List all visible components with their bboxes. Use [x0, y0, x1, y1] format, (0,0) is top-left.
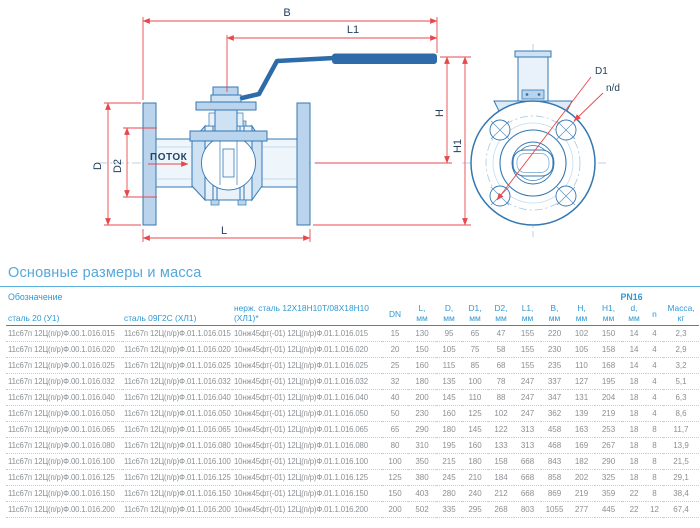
- cell-L1: 313: [514, 438, 541, 454]
- cell-stainless: 10нж45фт(-01) 12Ц(п/р)Ф.01.1.016.125: [232, 470, 382, 486]
- cell-D: 95: [436, 326, 462, 342]
- cell-mass: 3,2: [663, 358, 699, 374]
- title-divider: [0, 286, 700, 287]
- cell-D1: 85: [462, 358, 488, 374]
- cell-steel09g2s: 11с67п 12Ц(п/р)Ф.01.1.016.040: [122, 390, 232, 406]
- cell-L: 150: [408, 342, 436, 358]
- cell-H: 163: [568, 422, 595, 438]
- cell-dn: 150: [382, 486, 408, 502]
- cell-n: 4: [646, 390, 663, 406]
- cell-steel09g2s: 11с67п 12Ц(п/р)Ф.01.1.016.032: [122, 374, 232, 390]
- table-row: [6, 486, 699, 502]
- cell-L1: 313: [514, 422, 541, 438]
- col-header-stainless: нерж. сталь 12Х18Н10Т/08Х18Н10 (ХЛ1)*: [232, 304, 382, 326]
- cell-stainless: 10нж45фт(-01) 12Ц(п/р)Ф.01.1.016.040: [232, 390, 382, 406]
- table-row: [6, 326, 699, 342]
- table-row: [6, 358, 699, 374]
- cell-B: 235: [541, 358, 568, 374]
- dimension-leader-nd: [574, 93, 603, 121]
- cell-H1: 150: [595, 326, 622, 342]
- table-row: [6, 422, 699, 438]
- cell-D1: 110: [462, 390, 488, 406]
- cell-H: 202: [568, 470, 595, 486]
- cell-H: 105: [568, 342, 595, 358]
- cell-D: 180: [436, 422, 462, 438]
- cell-D2: 212: [488, 486, 514, 502]
- cell-L: 310: [408, 438, 436, 454]
- cell-D: 215: [436, 454, 462, 470]
- cell-D: 280: [436, 486, 462, 502]
- cell-stainless: 10нж45фт(-01) 12Ц(п/р)Ф.01.1.016.020: [232, 342, 382, 358]
- cell-D1: 160: [462, 438, 488, 454]
- cell-L1: 155: [514, 342, 541, 358]
- cell-L: 160: [408, 358, 436, 374]
- dim-label-d1: D1: [595, 66, 608, 77]
- table-column-header-row: [6, 304, 699, 326]
- table-row: [6, 454, 699, 470]
- cell-d: 18: [622, 390, 646, 406]
- port: [513, 150, 553, 176]
- cell-d: 18: [622, 374, 646, 390]
- cell-D: 335: [436, 502, 462, 518]
- cell-D2: 68: [488, 358, 514, 374]
- cell-steel20: 11с67п 12Ц(п/р)Ф.00.1.016.020: [6, 342, 122, 358]
- cell-stainless: 10нж45фт(-01) 12Ц(п/р)Ф.01.1.016.050: [232, 406, 382, 422]
- cell-steel20: 11с67п 12Ц(п/р)Ф.00.1.016.032: [6, 374, 122, 390]
- table-row: [6, 438, 699, 454]
- left-pipe: [156, 139, 192, 187]
- cell-n: 4: [646, 374, 663, 390]
- cell-H: 110: [568, 358, 595, 374]
- cell-n: 4: [646, 342, 663, 358]
- cell-H1: 204: [595, 390, 622, 406]
- cell-B: 230: [541, 342, 568, 358]
- cell-dn: 50: [382, 406, 408, 422]
- cell-mass: 5,1: [663, 374, 699, 390]
- cell-n: 8: [646, 422, 663, 438]
- right-pipe: [262, 139, 297, 187]
- cell-L1: 247: [514, 390, 541, 406]
- cell-d: 18: [622, 422, 646, 438]
- cell-d: 22: [622, 502, 646, 518]
- cell-D2: 58: [488, 342, 514, 358]
- cell-stainless: 10нж45фт(-01) 12Ц(п/р)Ф.01.1.016.015: [232, 326, 382, 342]
- cell-dn: 20: [382, 342, 408, 358]
- cell-B: 468: [541, 438, 568, 454]
- cell-steel20: 11с67п 12Ц(п/р)Ф.00.1.016.080: [6, 438, 122, 454]
- cell-D: 195: [436, 438, 462, 454]
- col-header-l: L, мм: [408, 304, 436, 326]
- valve-side-view: [143, 54, 437, 226]
- cell-D: 135: [436, 374, 462, 390]
- cell-mass: 6,3: [663, 390, 699, 406]
- cell-L1: 668: [514, 486, 541, 502]
- cell-D1: 75: [462, 342, 488, 358]
- col-header-dd: d, мм: [622, 304, 646, 326]
- cell-mass: 2,9: [663, 342, 699, 358]
- cell-dn: 25: [382, 358, 408, 374]
- cell-steel09g2s: 11с67п 12Ц(п/р)Ф.01.1.016.025: [122, 358, 232, 374]
- cell-L1: 668: [514, 470, 541, 486]
- cell-dn: 40: [382, 390, 408, 406]
- section-title: Основные размеры и масса: [8, 265, 202, 281]
- cell-n: 8: [646, 470, 663, 486]
- cell-steel09g2s: 11с67п 12Ц(п/р)Ф.01.1.016.150: [122, 486, 232, 502]
- cell-mass: 13,9: [663, 438, 699, 454]
- cell-D: 245: [436, 470, 462, 486]
- cell-L1: 247: [514, 406, 541, 422]
- cell-B: 1055: [541, 502, 568, 518]
- cell-steel20: 11с67п 12Ц(п/р)Ф.00.1.016.050: [6, 406, 122, 422]
- dim-label-b: B: [283, 7, 291, 19]
- cell-L: 180: [408, 374, 436, 390]
- cell-steel20: 11с67п 12Ц(п/р)Ф.00.1.016.150: [6, 486, 122, 502]
- col-header-dn: DN: [382, 304, 408, 326]
- cell-stainless: 10нж45фт(-01) 12Ц(п/р)Ф.01.1.016.032: [232, 374, 382, 390]
- cell-stainless: 10нж45фт(-01) 12Ц(п/р)Ф.01.1.016.150: [232, 486, 382, 502]
- cell-D: 115: [436, 358, 462, 374]
- cell-H: 127: [568, 374, 595, 390]
- cell-steel20: 11с67п 12Ц(п/р)Ф.00.1.016.065: [6, 422, 122, 438]
- col-header-h1: H1, мм: [595, 304, 622, 326]
- cell-H1: 445: [595, 502, 622, 518]
- col-header-mass: Масса, кг: [663, 304, 699, 326]
- table-row: [6, 374, 699, 390]
- dim-label-l1: L1: [346, 24, 360, 36]
- cell-stainless: 10нж45фт(-01) 12Ц(п/р)Ф.01.1.016.100: [232, 454, 382, 470]
- cell-stainless: 10нж45фт(-01) 12Ц(п/р)Ф.01.1.016.080: [232, 438, 382, 454]
- cell-D1: 210: [462, 470, 488, 486]
- cell-L: 290: [408, 422, 436, 438]
- cell-dn: 32: [382, 374, 408, 390]
- cell-mass: 21,5: [663, 454, 699, 470]
- cell-D1: 65: [462, 326, 488, 342]
- dim-label-l: L: [220, 225, 228, 237]
- cell-mass: 2,3: [663, 326, 699, 342]
- cell-D2: 122: [488, 422, 514, 438]
- cell-dn: 100: [382, 454, 408, 470]
- cell-L1: 155: [514, 358, 541, 374]
- cell-d: 18: [622, 438, 646, 454]
- col-header-h: H, мм: [568, 304, 595, 326]
- cell-L1: 155: [514, 326, 541, 342]
- cell-H: 277: [568, 502, 595, 518]
- cell-D2: 133: [488, 438, 514, 454]
- col-header-n: n: [646, 304, 663, 326]
- cell-steel09g2s: 11с67п 12Ц(п/р)Ф.01.1.016.080: [122, 438, 232, 454]
- cell-B: 869: [541, 486, 568, 502]
- cell-mass: 29,1: [663, 470, 699, 486]
- col-header-d2: D2, мм: [488, 304, 514, 326]
- table-row: [6, 502, 699, 518]
- cell-steel09g2s: 11с67п 12Ц(п/р)Ф.01.1.016.020: [122, 342, 232, 358]
- cell-n: 4: [646, 406, 663, 422]
- cell-H1: 195: [595, 374, 622, 390]
- designation-group-header: Обозначение: [8, 292, 63, 302]
- col-header-l1: L1, мм: [514, 304, 541, 326]
- cell-steel20: 11с67п 12Ц(п/р)Ф.00.1.016.015: [6, 326, 122, 342]
- col-header-d: D, мм: [436, 304, 462, 326]
- cell-D1: 295: [462, 502, 488, 518]
- cell-dn: 80: [382, 438, 408, 454]
- cell-n: 4: [646, 358, 663, 374]
- cell-B: 858: [541, 470, 568, 486]
- cell-H1: 267: [595, 438, 622, 454]
- cell-L: 130: [408, 326, 436, 342]
- cell-H: 102: [568, 326, 595, 342]
- cell-d: 14: [622, 342, 646, 358]
- cell-mass: 8,6: [663, 406, 699, 422]
- cell-mass: 67,4: [663, 502, 699, 518]
- cell-D2: 268: [488, 502, 514, 518]
- ball-bore: [223, 149, 234, 177]
- cell-H: 182: [568, 454, 595, 470]
- cell-mass: 11,7: [663, 422, 699, 438]
- dim-label-d2: D2: [112, 158, 124, 174]
- cell-n: 8: [646, 454, 663, 470]
- col-header-steel09g2s: сталь 09Г2С (ХЛ1): [122, 304, 232, 326]
- table-row: [6, 470, 699, 486]
- cell-D1: 100: [462, 374, 488, 390]
- cell-D: 105: [436, 342, 462, 358]
- cell-H: 131: [568, 390, 595, 406]
- cell-H: 169: [568, 438, 595, 454]
- cell-mass: 38,4: [663, 486, 699, 502]
- cell-H1: 219: [595, 406, 622, 422]
- cell-steel09g2s: 11с67п 12Ц(п/р)Ф.01.1.016.200: [122, 502, 232, 518]
- cell-B: 220: [541, 326, 568, 342]
- cell-n: 8: [646, 486, 663, 502]
- table-group-header-row: [6, 289, 699, 304]
- cell-L: 200: [408, 390, 436, 406]
- dim-label-h: H: [434, 109, 446, 117]
- cell-D1: 145: [462, 422, 488, 438]
- cell-B: 843: [541, 454, 568, 470]
- dim-label-d: D: [92, 162, 104, 170]
- cell-L: 350: [408, 454, 436, 470]
- valve-end-view: [471, 51, 595, 225]
- cell-B: 458: [541, 422, 568, 438]
- cell-B: 362: [541, 406, 568, 422]
- cell-D2: 47: [488, 326, 514, 342]
- cell-dn: 65: [382, 422, 408, 438]
- cell-steel09g2s: 11с67п 12Ц(п/р)Ф.01.1.016.125: [122, 470, 232, 486]
- cell-D: 160: [436, 406, 462, 422]
- table-row: [6, 342, 699, 358]
- cell-L: 403: [408, 486, 436, 502]
- handle-lever: [242, 58, 334, 98]
- cell-d: 18: [622, 454, 646, 470]
- valve-technical-drawing: [0, 0, 700, 255]
- cell-D2: 102: [488, 406, 514, 422]
- cell-n: 4: [646, 326, 663, 342]
- cell-d: 18: [622, 470, 646, 486]
- cell-dn: 200: [382, 502, 408, 518]
- cell-stainless: 10нж45фт(-01) 12Ц(п/р)Ф.01.1.016.065: [232, 422, 382, 438]
- cell-d: 14: [622, 358, 646, 374]
- flow-label: ПОТОК: [150, 152, 188, 163]
- cell-H1: 290: [595, 454, 622, 470]
- cell-stainless: 10нж45фт(-01) 12Ц(п/р)Ф.01.1.016.025: [232, 358, 382, 374]
- handle-grip: [332, 54, 437, 65]
- cell-steel20: 11с67п 12Ц(п/р)Ф.00.1.016.200: [6, 502, 122, 518]
- cell-L: 502: [408, 502, 436, 518]
- cell-H1: 158: [595, 342, 622, 358]
- col-header-steel20: сталь 20 (У1): [6, 304, 122, 326]
- cell-H1: 253: [595, 422, 622, 438]
- dim-label-h1: H1: [452, 138, 464, 154]
- dim-label-nd: n/d: [606, 83, 620, 94]
- col-header-b: B, мм: [541, 304, 568, 326]
- cell-L1: 247: [514, 374, 541, 390]
- cell-D: 145: [436, 390, 462, 406]
- cell-stainless: 10нж45фт(-01) 12Ц(п/р)Ф.01.1.016.200: [232, 502, 382, 518]
- cell-dn: 15: [382, 326, 408, 342]
- cell-L1: 668: [514, 454, 541, 470]
- cell-steel09g2s: 11с67п 12Ц(п/р)Ф.01.1.016.015: [122, 326, 232, 342]
- cell-D1: 240: [462, 486, 488, 502]
- cell-L: 230: [408, 406, 436, 422]
- cell-H1: 359: [595, 486, 622, 502]
- right-flange: [297, 103, 310, 225]
- cell-H: 219: [568, 486, 595, 502]
- cell-D1: 180: [462, 454, 488, 470]
- cell-L: 380: [408, 470, 436, 486]
- cell-d: 18: [622, 406, 646, 422]
- cell-steel09g2s: 11с67п 12Ц(п/р)Ф.01.1.016.100: [122, 454, 232, 470]
- cell-H: 139: [568, 406, 595, 422]
- cell-steel20: 11с67п 12Ц(п/р)Ф.00.1.016.025: [6, 358, 122, 374]
- table-row: [6, 390, 699, 406]
- cell-dn: 125: [382, 470, 408, 486]
- dimensions-table: [6, 289, 699, 518]
- cell-B: 337: [541, 374, 568, 390]
- cell-steel09g2s: 11с67п 12Ц(п/р)Ф.01.1.016.050: [122, 406, 232, 422]
- cell-D2: 158: [488, 454, 514, 470]
- col-header-d1: D1, мм: [462, 304, 488, 326]
- cell-H1: 168: [595, 358, 622, 374]
- table-body: [6, 326, 699, 518]
- cell-H1: 325: [595, 470, 622, 486]
- cell-steel20: 11с67п 12Ц(п/р)Ф.00.1.016.125: [6, 470, 122, 486]
- cell-D2: 184: [488, 470, 514, 486]
- cell-L1: 803: [514, 502, 541, 518]
- cell-d: 14: [622, 326, 646, 342]
- cell-n: 8: [646, 438, 663, 454]
- cell-B: 347: [541, 390, 568, 406]
- cell-n: 12: [646, 502, 663, 518]
- cell-steel20: 11с67п 12Ц(п/р)Ф.00.1.016.100: [6, 454, 122, 470]
- cell-D2: 88: [488, 390, 514, 406]
- cell-d: 22: [622, 486, 646, 502]
- cell-steel20: 11с67п 12Ц(п/р)Ф.00.1.016.040: [6, 390, 122, 406]
- cell-steel09g2s: 11с67п 12Ц(п/р)Ф.01.1.016.065: [122, 422, 232, 438]
- table-row: [6, 406, 699, 422]
- cell-D2: 78: [488, 374, 514, 390]
- cell-D1: 125: [462, 406, 488, 422]
- pn16-group-header: PN16: [620, 292, 643, 302]
